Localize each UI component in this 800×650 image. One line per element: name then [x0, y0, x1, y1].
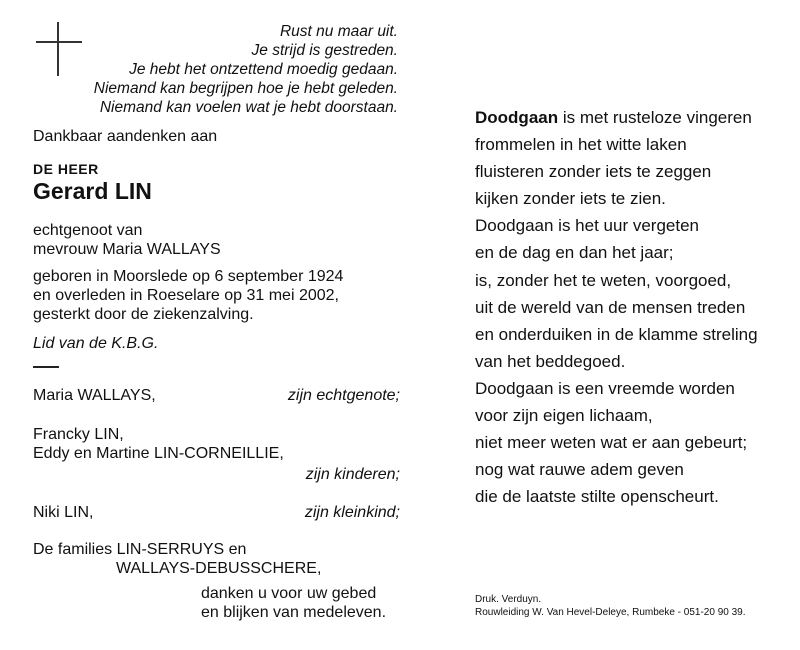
top-poem-line: Je strijd is gestreden. [251, 42, 398, 59]
right-poem [475, 104, 758, 510]
honorific: DE HEER [33, 161, 99, 177]
top-poem-line: Rust nu maar uit. [279, 23, 398, 40]
children-role: zijn kinderen; [305, 466, 400, 483]
poem-line [475, 104, 758, 131]
cross-icon-bar [36, 41, 82, 43]
poem-line: frommelen in het witte laken [475, 135, 687, 155]
divider [33, 366, 59, 368]
thanks-line: en blijken van medeleven. [201, 604, 387, 621]
cross-icon [57, 22, 59, 76]
deceased-name: Gerard LIN [33, 178, 152, 204]
poem-line: uit de wereld van de mensen treden [475, 297, 746, 317]
families-line: WALLAYS-DEBUSSCHERE, [116, 560, 322, 577]
spouse-block [33, 221, 221, 259]
poem-line: van het beddegoed. [475, 351, 626, 371]
poem-line: en onderduiken in de klamme streling [475, 324, 758, 344]
top-poem [94, 22, 398, 117]
poem-line: fluisteren zonder iets te zeggen [475, 162, 712, 182]
top-poem-line: Je hebt het ontzettend moedig gedaan. [129, 61, 398, 78]
poem-line: kijken zonder iets te zien. [475, 189, 666, 209]
wife-name: Maria WALLAYS, [33, 387, 156, 404]
spouse-line: echtgenoot van [33, 222, 143, 239]
life-block [33, 267, 343, 324]
printer-line: Druk. Verduyn. [475, 594, 542, 605]
grandchild-name: Niki LIN, [33, 504, 94, 521]
poem-line: niet meer weten wat er aan gebeurt; [475, 433, 748, 453]
birth-line: geboren in Moorslede op 6 september 1924 [33, 268, 344, 285]
poem-line: Doodgaan is een vreemde worden [475, 378, 735, 398]
poem-line: die de laatste stilte openscheurt. [475, 487, 719, 507]
death-line: en overleden in Roeselare op 31 mei 2002, [33, 287, 339, 304]
child-name: Francky LIN, [33, 426, 124, 443]
poem-lead-word: Doodgaan [475, 108, 559, 127]
top-poem-line: Niemand kan voelen wat je hebt doorstaan. [99, 99, 398, 116]
poem-line: voor zijn eigen lichaam, [475, 406, 653, 426]
poem-line: en de dag en dan het jaar; [475, 243, 674, 263]
grandchild-role: zijn kleinkind; [304, 504, 400, 521]
poem-line: Doodgaan is het uur vergeten [475, 216, 699, 236]
thanks-line: danken u voor uw gebed [201, 585, 377, 602]
sacrament-line: gesterkt door de ziekenzalving. [33, 306, 254, 323]
dedication-text: Dankbaar aandenken aan [33, 128, 218, 145]
child-name: Eddy en Martine LIN-CORNEILLIE, [33, 445, 284, 462]
printer-line: Rouwleiding W. Van Hevel-Deleye, Rumbeke - 051-20 90 39. [475, 607, 746, 618]
spouse-line: mevrouw Maria WALLAYS [33, 241, 221, 258]
printer-credit [475, 593, 746, 619]
poem-line-rest: is met rusteloze vingeren [558, 108, 752, 127]
families-line: De families LIN-SERRUYS en [33, 541, 247, 558]
poem-line: is, zonder het te weten, voorgoed, [475, 270, 732, 290]
poem-line: nog wat rauwe adem geven [475, 460, 684, 480]
membership: Lid van de K.B.G. [33, 335, 159, 352]
wife-role: zijn echtgenote; [287, 387, 400, 404]
top-poem-line: Niemand kan begrijpen hoe je hebt geleden. [93, 80, 398, 97]
